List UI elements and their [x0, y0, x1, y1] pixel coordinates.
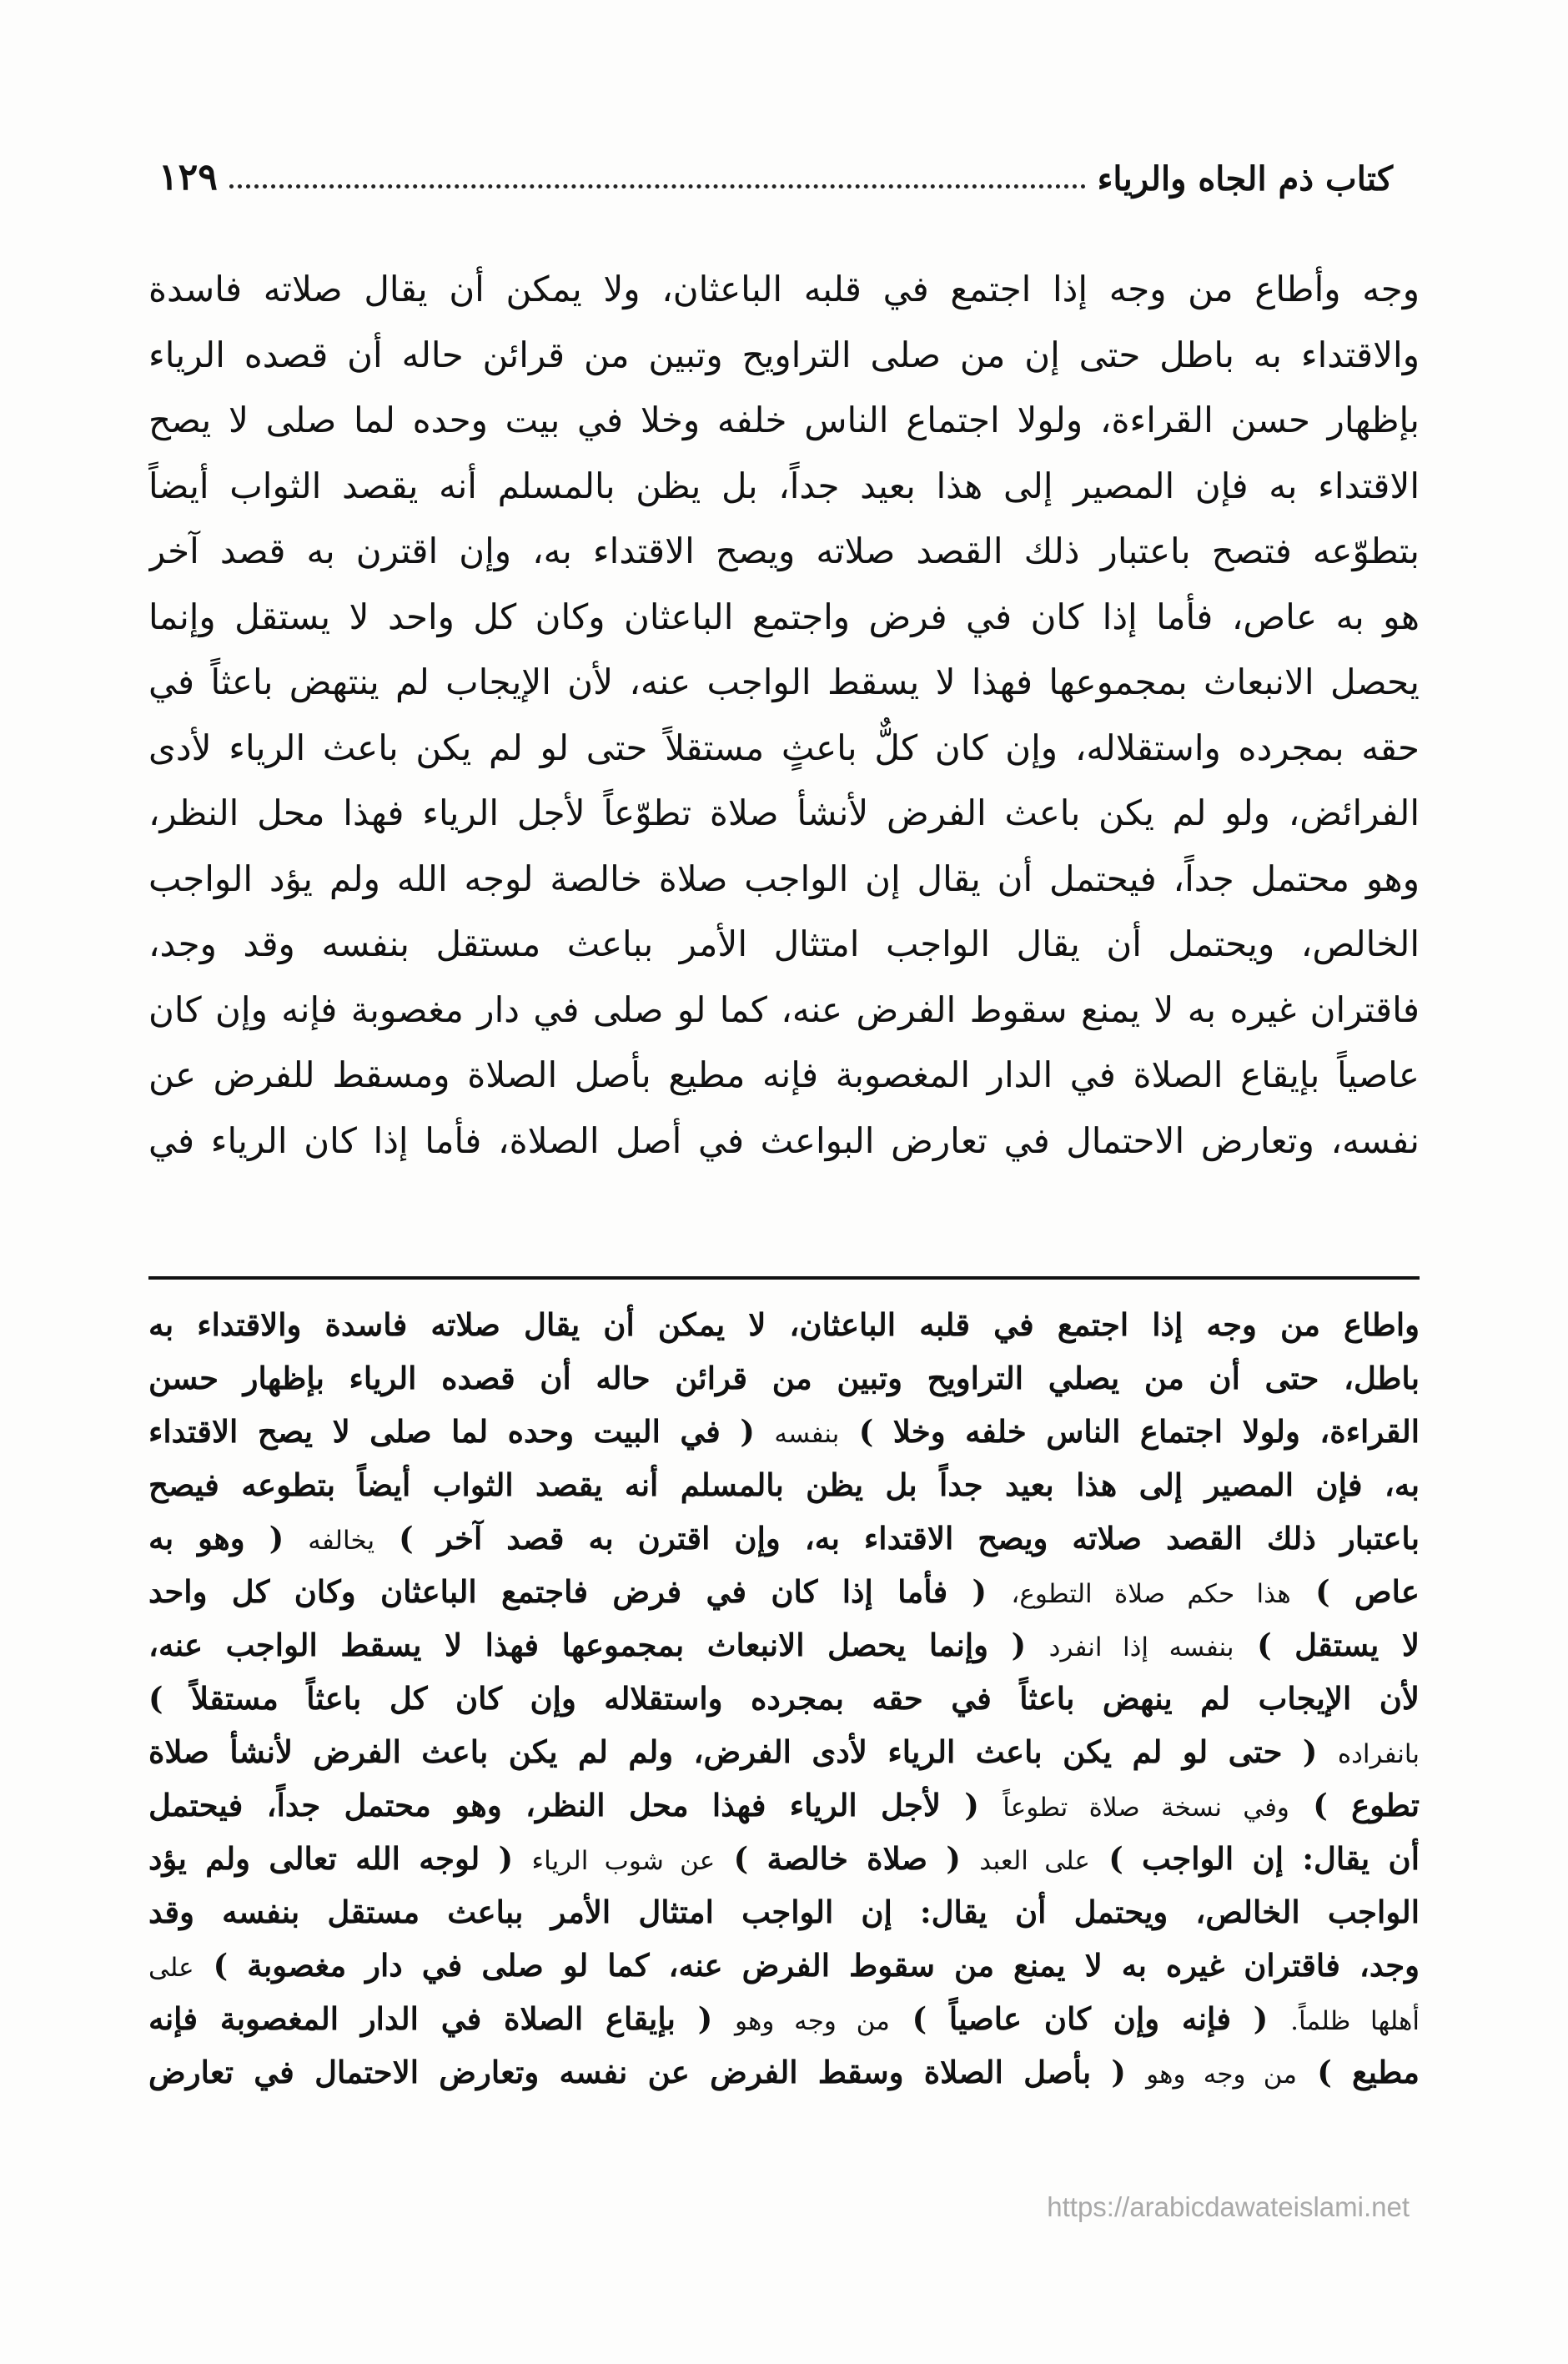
commentary-quoted-text: تطوع ): [1289, 1787, 1420, 1823]
commentary-line: [148, 1939, 1420, 1992]
commentary-quoted-text: واطاع من وجه إذا اجتمع في قلبه الباعثان، لا يمكن أن يقال صلاته فاسدة والاقتداء به: [148, 1306, 1420, 1343]
commentary-line: [148, 1778, 1420, 1832]
commentary-explanation: من وجه وهو: [1146, 2060, 1297, 2090]
main-text-line: وجه وأطاع من وجه إذا اجتمع في قلبه الباعثان، ولا يمكن أن يقال صلاته فاسدة: [148, 269, 1420, 309]
commentary-line: [148, 1565, 1420, 1618]
main-text-line: نفسه، وتعارض الاحتمال في تعارض البواعث في أصل الصلاة، فأما إذا كان الرياء في: [148, 1119, 1420, 1161]
commentary-quoted-text: القراءة، ولولا اجتماع الناس خلفه وخلا ): [839, 1413, 1420, 1450]
commentary-line: [148, 1458, 1420, 1511]
commentary-line: [148, 1298, 1420, 1351]
commentary-quoted-text: ( صلاة خالصة ): [715, 1840, 980, 1877]
commentary-explanation: من وجه وهو: [735, 2006, 890, 2036]
main-text-line: الخالص، ويحتمل أن يقال الواجب امتثال الأمر بباعث مستقل بنفسه وقد وجد،: [148, 923, 1420, 964]
commentary-quoted-text: أن يقال: إن الواجب ): [1089, 1840, 1420, 1877]
commentary-explanation: أهلها ظلماً.: [1290, 2006, 1420, 2036]
commentary-quoted-text: وجد، فاقتران غيره به لا يمنع من سقوط الفرض عنه، كما لو صلى في دار مغصوبة ): [193, 1947, 1420, 1984]
commentary-quoted-text: ( حتى لو لم يكن باعث الرياء لأدى الفرض، ولم لم يكن باعث الفرض لأنشأ صلاة: [148, 1733, 1338, 1770]
commentary-quoted-text: مطيع ): [1296, 2054, 1420, 2090]
commentary-line: [148, 1405, 1420, 1458]
commentary-quoted-text: باطل، حتى أن من يصلي التراويح وتبين من قرائن حاله أن قصده الرياء بإظهار حسن: [148, 1360, 1420, 1396]
commentary-explanation: بنفسه: [774, 1419, 840, 1449]
commentary-quoted-text: به، فإن المصير إلى هذا بعيد جداً بل يظن بالمسلم أنه يقصد الثواب أيضاً بتطوعه فيصح: [148, 1466, 1420, 1503]
commentary-line: [148, 1672, 1420, 1725]
page-number: ١٢٩: [158, 156, 218, 199]
commentary-quoted-text: ( لأجل الرياء فهذا محل النظر، وهو محتمل جداً، فيحتمل: [148, 1787, 1003, 1823]
commentary-explanation: هذا حكم صلاة التطوع،: [1011, 1579, 1291, 1609]
dotted-leader: [229, 184, 1086, 189]
commentary-quoted-text: ( وهو به: [148, 1520, 309, 1557]
commentary-line: [148, 2045, 1420, 2099]
commentary-block: [148, 1298, 1420, 2099]
commentary-quoted-text: لا يستقل ): [1234, 1627, 1420, 1663]
commentary-explanation: وفي نسخة صلاة تطوعاً: [1003, 1793, 1289, 1823]
commentary-quoted-text: ( بأصل الصلاة وسقط الفرض عن نفسه وتعارض الاحتمال في تعارض: [148, 2054, 1147, 2090]
commentary-quoted-text: عاص ): [1290, 1573, 1420, 1610]
commentary-line: [148, 1832, 1420, 1885]
commentary-quoted-text: ( في البيت وحده لما صلى لا يصح الاقتداء: [148, 1413, 775, 1450]
commentary-quoted-text: ( لوجه الله تعالى ولم يؤد: [148, 1840, 532, 1877]
commentary-explanation: على: [148, 1953, 194, 1983]
commentary-quoted-text: ( بإيقاع الصلاة في الدار المغصوبة فإنه: [148, 2000, 735, 2037]
main-text-line: يحصل الانبعاث بمجموعها فهذا لا يسقط الواجب عنه، لأن الإيجاب لم ينتهض باعثاً في: [148, 661, 1420, 702]
main-text-line: عاصياً بإيقاع الصلاة في الدار المغصوبة فإنه مطيع بأصل الصلاة ومسقط للفرض عن: [148, 1054, 1420, 1095]
commentary-line: [148, 1885, 1420, 1939]
commentary-line: [148, 1351, 1420, 1405]
commentary-quoted-text: ( وإنما يحصل الانبعاث بمجموعها فهذا لا يسقط الواجب عنه،: [148, 1627, 1049, 1663]
commentary-quoted-text: ( فإنه وإن كان عاصياً ): [889, 2000, 1291, 2037]
main-text-line: حقه بمجرده واستقلاله، وإن كان كلٌّ باعثٍ مستقلاً حتى لو لم يكن باعث الرياء لأدى: [148, 727, 1420, 768]
commentary-explanation: بانفراده: [1337, 1739, 1420, 1769]
main-text-line: والاقتداء به باطل حتى إن من صلى التراويح وتبين من قرائن حاله أن قصده الرياء: [148, 334, 1420, 375]
main-text-line: فاقتران غيره به لا يمنع سقوط الفرض عنه، كما لو صلى في دار مغصوبة فإنه وإن كان: [148, 988, 1420, 1030]
commentary-explanation: يخالفه: [308, 1526, 375, 1556]
main-text-line: هو به عاص، فأما إذا كان في فرض واجتمع الباعثان وكان كل واحد لا يستقل وإنما: [148, 596, 1420, 637]
commentary-explanation: على العبد: [979, 1846, 1090, 1876]
commentary-quoted-text: باعتبار ذلك القصد صلاته ويصح الاقتداء به، وإن اقترن به قصد آخر ): [374, 1520, 1420, 1557]
commentary-line: [148, 1618, 1420, 1672]
commentary-line: [148, 1511, 1420, 1565]
commentary-line: [148, 1992, 1420, 2045]
main-text-line: الاقتداء به فإن المصير إلى هذا بعيد جداً، بل يظن بالمسلم أنه يقصد الثواب أيضاً: [148, 465, 1420, 506]
commentary-explanation: بنفسه إذا انفرد: [1048, 1632, 1234, 1662]
page-header: [158, 148, 1393, 199]
commentary-explanation: عن شوب الرياء: [531, 1846, 716, 1876]
main-text-line: بتطوّعه فتصح باعتبار ذلك القصد صلاته ويصح الاقتداء به، وإن اقترن به قصد آخر: [148, 531, 1420, 571]
main-text-line: بإظهار حسن القراءة، ولولا اجتماع الناس خلفه وخلا في بيت وحده لما صلى لا يصح: [148, 400, 1420, 440]
footnote-separator-rule: [148, 1276, 1420, 1280]
commentary-line: [148, 1725, 1420, 1778]
commentary-quoted-text: ( فأما إذا كان في فرض فاجتمع الباعثان وكان كل واحد: [148, 1573, 1012, 1610]
main-text-line: وهو محتمل جداً، فيحتمل أن يقال إن الواجب صلاة خالصة لوجه الله ولم يؤد الواجب: [148, 858, 1420, 899]
commentary-quoted-text: لأن الإيجاب لم ينهض باعثاً في حقه بمجرده واستقلاله وإن كان كل باعثاً مستقلاً ): [148, 1680, 1420, 1717]
watermark-url: https://arabicdawateislami.net: [1047, 2191, 1410, 2222]
main-text-block: [148, 257, 1420, 1174]
running-title: كتاب ذم الجاه والرياء: [1097, 159, 1393, 199]
commentary-quoted-text: الواجب الخالص، ويحتمل أن يقال: إن الواجب امتثال الأمر بباعث مستقل بنفسه وقد: [148, 1894, 1420, 1930]
main-text-line: الفرائض، ولو لم يكن باعث الفرض لأنشأ صلاة تطوّعاً لأجل الرياء فهذا محل النظر،: [148, 792, 1420, 833]
